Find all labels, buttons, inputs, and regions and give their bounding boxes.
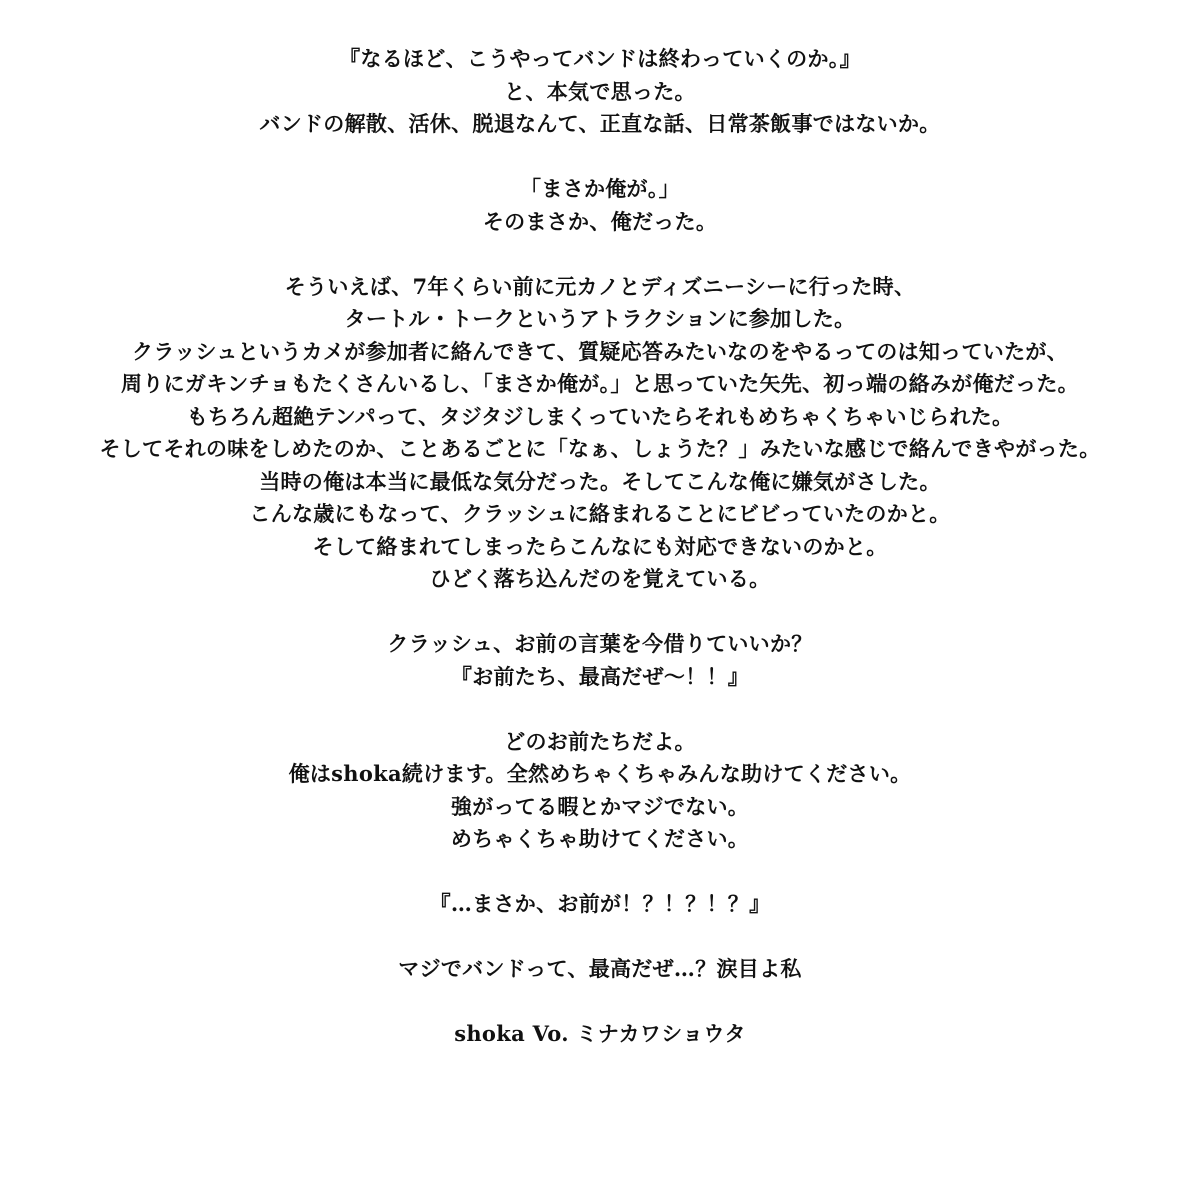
paragraph-spacer bbox=[0, 141, 1200, 174]
message-line: 俺はshoka続けます。全然めちゃくちゃみんな助けてください。 bbox=[288, 761, 912, 786]
message-line: と、本気で思った。 bbox=[504, 78, 696, 104]
message-line: 『お前たち、最高だぜ〜！！』 bbox=[450, 663, 750, 689]
message-line: そしてそれの味をしめたのか、ことあるごとに「なぁ、しょうた？」みたいな感じで絡んできやがった。 bbox=[99, 436, 1101, 461]
message-line: 『…まさか、お前が！？！？！？』 bbox=[429, 891, 771, 916]
paragraph-spacer bbox=[0, 986, 1200, 1019]
message-line: こんな歳にもなって、クラッシュに絡まれることにビビっていたのかと。 bbox=[249, 501, 951, 526]
message-line: クラッシュというカメが参加者に絡んできて、質疑応答みたいなのをやるってのは知っていたが、 bbox=[132, 338, 1068, 364]
paragraph-spacer bbox=[0, 238, 1200, 271]
paragraph-spacer bbox=[0, 693, 1200, 726]
message-line: どのお前たちだよ。 bbox=[504, 728, 696, 754]
paragraph-spacer bbox=[0, 856, 1200, 889]
message-line: クラッシュ、お前の言葉を今借りていいか？ bbox=[387, 631, 813, 656]
message-line: 当時の俺は本当に最低な気分だった。そしてこんな俺に嫌気がさした。 bbox=[259, 468, 941, 494]
message-line: タートル・トークというアトラクションに参加した。 bbox=[344, 306, 856, 331]
message-line: そのまさか、俺だった。 bbox=[482, 208, 718, 234]
signature: shoka Vo. ミナカワショウタ bbox=[454, 1021, 746, 1046]
message-line: ひどく落ち込んだのを覚えている。 bbox=[429, 566, 771, 591]
message-line: バンドの解散、活休、脱退なんて、正直な話、日常茶飯事ではないか。 bbox=[259, 111, 941, 136]
message-line: 周りにガキンチョもたくさんいるし、「まさか俺が。」と思っていた矢先、初っ端の絡みが俺だった。 bbox=[121, 371, 1079, 396]
paragraph-spacer bbox=[0, 596, 1200, 629]
message-line: 『なるほど、こうやってバンドは終わっていくのか。』 bbox=[339, 46, 861, 71]
message-line: マジでバンドって、最高だぜ…？涙目よ私 bbox=[398, 956, 802, 981]
message-line: もちろん超絶テンパって、タジタジしまくっていたらそれもめちゃくちゃいじられた。 bbox=[186, 403, 1014, 429]
message-line: そういえば、7年くらい前に元カノとディズニーシーに行った時、 bbox=[284, 273, 916, 299]
message-line: めちゃくちゃ助けてください。 bbox=[450, 826, 750, 851]
paragraph-spacer bbox=[0, 921, 1200, 954]
message-line: そして絡まれてしまったらこんなにも対応できないのかと。 bbox=[312, 533, 888, 559]
message-body bbox=[0, 43, 1200, 1051]
message-line: 強がってる暇とかマジでない。 bbox=[450, 793, 750, 819]
message-line: 「まさか俺が。」 bbox=[520, 176, 680, 201]
